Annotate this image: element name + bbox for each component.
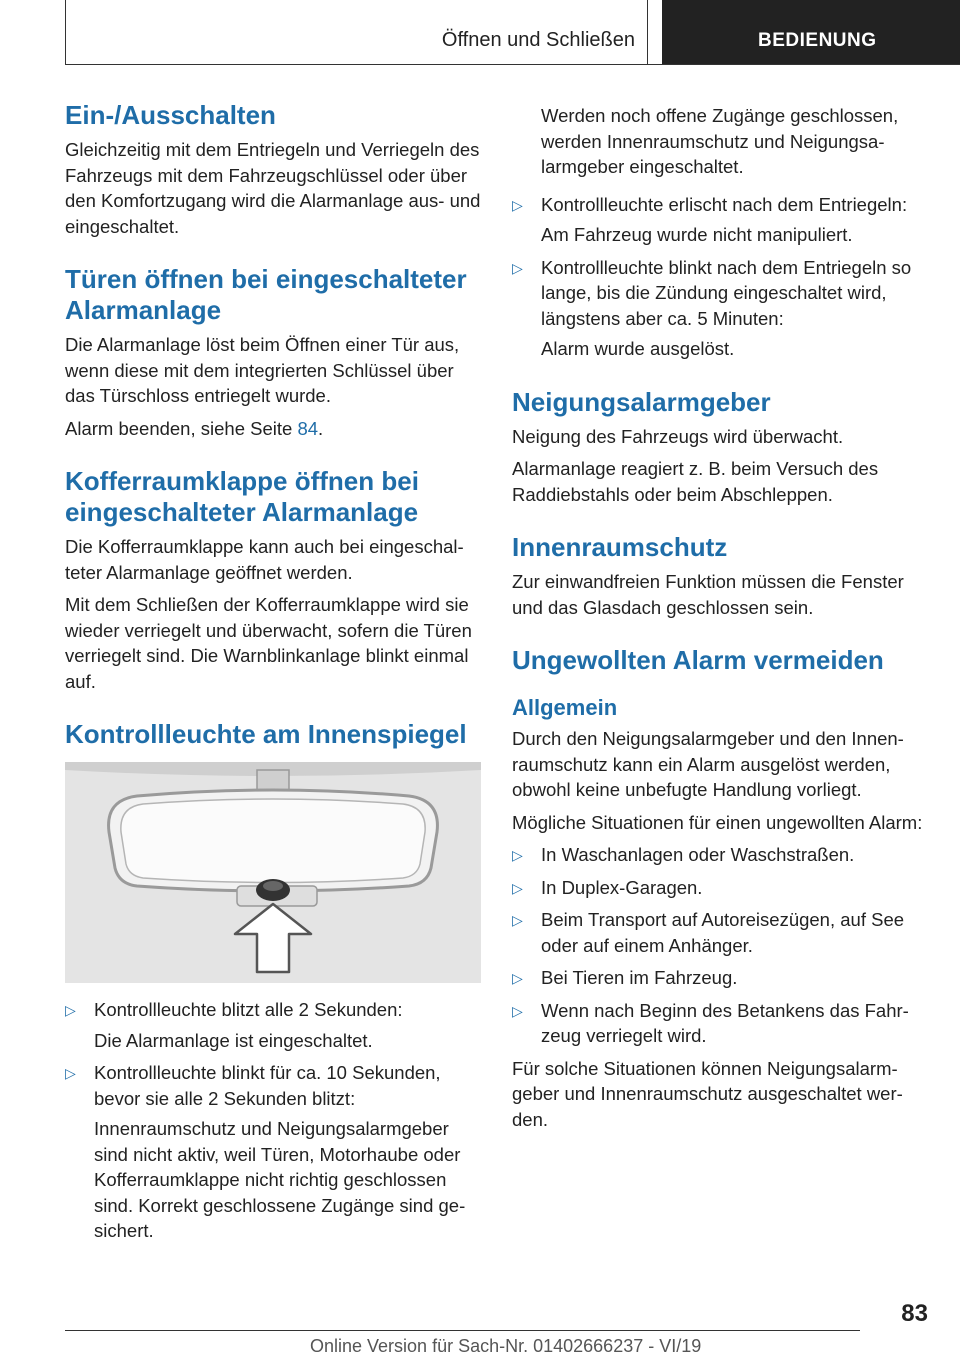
paragraph: Mit dem Schließen der Kofferraumklappe wird sie wieder verriegelt und überwacht, sofern die Türen verriegelt sind. Die Warnblinkanlage blinkt einmal auf. — [65, 594, 472, 692]
paragraph: Mögliche Situationen für einen ungewollten Alarm: — [512, 811, 923, 833]
triangle-bullet-icon: ▷ — [512, 970, 523, 986]
rear-view-mirror-image — [65, 762, 481, 983]
list-item: ▷ Kontrollleuchte blinkt nach dem Entriegeln so lange, bis die Zündung eingeschaltet wird, längstens aber ca. 5 Minuten: Alarm wurde ausgelöst. — [512, 256, 912, 359]
list-item: ▷ Kontrollleuchte blinkt für ca. 10 Sekunden, bevor sie alle 2 Sekunden blitzt: Innenraumschutz und Neigungsalarmgeber sind nicht aktiv, weil Türen, Motorhaube oder Kofferraumklappe nicht richtig geschlossen sind. Korrekt geschlossene Zugänge sind ge‐sichert. — [65, 1062, 466, 1241]
paragraph: Alarmanlage reagiert z. B. beim Versuch des Raddiebstahls oder beim Abschleppen. — [512, 458, 879, 505]
triangle-bullet-icon: ▷ — [65, 1002, 76, 1018]
paragraph: Zur einwandfreien Funktion müssen die Fenster und das Glasdach geschlossen sein. — [512, 571, 904, 618]
paragraph: Die Kofferraumklappe kann auch bei eingeschal‐teter Alarmanlage geöffnet werden. — [65, 536, 464, 583]
triangle-bullet-icon: ▷ — [512, 912, 523, 928]
header-chapter — [662, 0, 960, 64]
heading-kontrollleuchte: Kontrollleuchte am Innenspiegel — [65, 719, 467, 749]
triangle-bullet-icon: ▷ — [512, 847, 523, 863]
indicator-list-left — [65, 997, 481, 1244]
footer-rule — [65, 1330, 860, 1331]
situation-list — [512, 842, 928, 1049]
paragraph: Für solche Situationen können Neigungsalarm‐geber und Innenraumschutz ausgeschaltet wer‐den. — [512, 1057, 903, 1130]
heading-kofferraumklappe: Kofferraumklappe öffnen bei eingeschalteter Alarmanlage — [65, 466, 419, 527]
list-item: ▷ Kontrollleuchte blitzt alle 2 Sekunden: Die Alarmanlage ist eingeschaltet. — [65, 999, 403, 1051]
heading-ungewollten-alarm: Ungewollten Alarm vermeiden — [512, 645, 884, 675]
subheading-allgemein: Allgemein — [512, 695, 618, 720]
paragraph: Durch den Neigungsalarmgeber und den Innen‐raumschutz kann ein Alarm ausgelöst werden, obwohl keine unbefugte Handlung vorliegt. — [512, 728, 904, 800]
left-column — [65, 100, 481, 1251]
page-link[interactable]: 84 — [297, 417, 319, 439]
footer-online-version: Online Version für Sach-Nr. 01402666237 - VI/19 — [310, 1336, 702, 1356]
section-title: Öffnen und Schließen — [441, 29, 635, 51]
heading-innenraumschutz: Innenraumschutz — [512, 532, 728, 562]
right-column — [512, 103, 928, 1139]
triangle-bullet-icon: ▷ — [512, 259, 523, 276]
triangle-bullet-icon: ▷ — [512, 879, 523, 896]
heading-tueren-oeffnen: Türen öffnen bei eingeschalteter Alarmanlage — [65, 264, 467, 325]
paragraph: Gleichzeitig mit dem Entriegeln und Verriegeln des Fahrzeugs mit dem Fahrzeugschlüssel oder über den Komfortzugang wird die Alarmanlage aus- und eingeschaltet. — [65, 139, 481, 237]
mirror-illustration — [65, 762, 481, 983]
triangle-bullet-icon: ▷ — [65, 1065, 76, 1081]
list-item: ▷ Wenn nach Beginn des Betankens das Fahr‐zeug verriegelt wird. — [512, 999, 909, 1046]
list-item: ▷ In Waschanlagen oder Waschstraßen. — [512, 842, 928, 868]
header-rule — [65, 64, 960, 65]
indicator-list-right — [512, 192, 928, 362]
list-item: ▷ Bei Tieren im Fahrzeug. — [512, 965, 928, 991]
triangle-bullet-icon: ▷ — [512, 1002, 523, 1019]
triangle-bullet-icon: ▷ — [512, 196, 523, 213]
paragraph-continued: Werden noch offene Zugänge geschlossen, werden Innenraumschutz und Neigungsa‐larmgeber eingeschaltet. — [541, 105, 899, 177]
page-number: 83 — [901, 1300, 928, 1327]
list-item: ▷ In Duplex-Garagen. — [512, 875, 928, 901]
list-item: ▷ Kontrollleuchte erlischt nach dem Entriegeln: Am Fahrzeug wurde nicht manipuliert. — [512, 193, 908, 245]
paragraph-page-ref: Alarm beenden, siehe Seite 84. — [65, 417, 324, 439]
chapter-title: BEDIENUNG — [758, 30, 877, 51]
header-section — [65, 0, 648, 64]
paragraph: Die Alarmanlage löst beim Öffnen einer Tür aus, wenn diese mit dem integrierten Schlüssel über das Türschloss entriegelt wurde. — [65, 334, 460, 406]
heading-ein-ausschalten: Ein-/Ausschalten — [65, 100, 276, 130]
paragraph: Neigung des Fahrzeugs wird überwacht. — [512, 425, 844, 447]
list-item: ▷ Beim Transport auf Autoreisezügen, auf See oder auf einem Anhänger. — [512, 909, 905, 956]
heading-neigungsalarmgeber: Neigungsalarmgeber — [512, 386, 771, 417]
